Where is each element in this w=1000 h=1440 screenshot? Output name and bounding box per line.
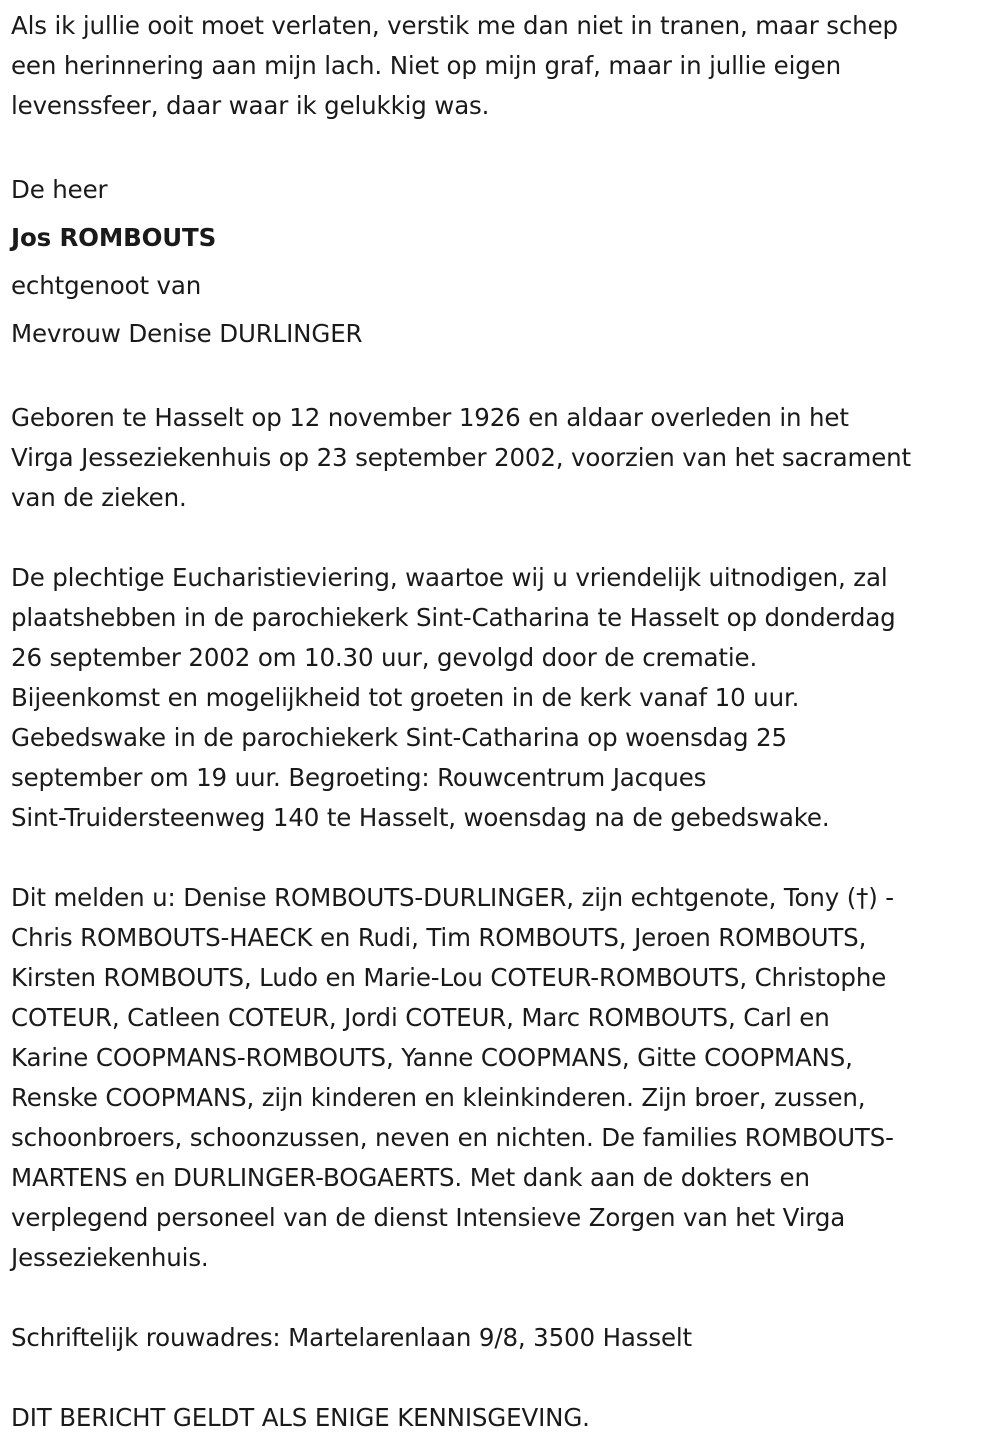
paragraph-line: Karine COOPMANS-ROMBOUTS, Yanne COOPMANS, Gitte COOPMANS, [11, 1043, 853, 1072]
deceased-header [11, 166, 991, 358]
spacer [11, 518, 991, 558]
paragraph-line: september om 19 uur. Begroeting: Rouwcentrum Jacques [11, 763, 707, 792]
official-notice: DIT BERICHT GELDT ALS ENIGE KENNISGEVING. [11, 1403, 590, 1432]
spacer [11, 358, 991, 398]
quote-line: een herinnering aan mijn lach. Niet op mijn graf, maar in jullie eigen [11, 51, 841, 80]
paragraph-line: Kirsten ROMBOUTS, Ludo en Marie-Lou COTEUR-ROMBOUTS, Christophe [11, 963, 887, 992]
paragraph-line: verplegend personeel van de dienst Intensieve Zorgen van het Virga [11, 1203, 846, 1232]
obituary-document [11, 6, 991, 1438]
spacer [11, 1278, 991, 1318]
paragraph-line: MARTENS en DURLINGER-BOGAERTS. Met dank aan de dokters en [11, 1163, 810, 1192]
paragraph-line: van de zieken. [11, 483, 187, 512]
quote-line: Als ik jullie ooit moet verlaten, verstik me dan niet in tranen, maar schep [11, 11, 898, 40]
paragraph-line: Chris ROMBOUTS-HAECK en Rudi, Tim ROMBOUTS, Jeroen ROMBOUTS, [11, 923, 867, 952]
mourning-address: Schriftelijk rouwadres: Martelarenlaan 9/8, 3500 Hasselt [11, 1323, 692, 1352]
paragraph-line: schoonbroers, schoonzussen, neven en nichten. De families ROMBOUTS- [11, 1123, 894, 1152]
paragraph-line: Bijeenkomst en mogelijkheid tot groeten in de kerk vanaf 10 uur. [11, 683, 800, 712]
spacer [11, 126, 991, 166]
paragraph-line: Gebedswake in de parochiekerk Sint-Catharina op woensdag 25 [11, 723, 787, 752]
deceased-name: Jos ROMBOUTS [11, 223, 217, 252]
paragraph-line: Jesseziekenhuis. [11, 1243, 209, 1272]
paragraph-line: 26 september 2002 om 10.30 uur, gevolgd door de crematie. [11, 643, 758, 672]
spacer [11, 838, 991, 878]
paragraph-line: De plechtige Eucharistieviering, waartoe wij u vriendelijk uitnodigen, zal [11, 563, 888, 592]
paragraph-line: COTEUR, Catleen COTEUR, Jordi COTEUR, Marc ROMBOUTS, Carl en [11, 1003, 830, 1032]
relation-text: echtgenoot van [11, 271, 202, 300]
paragraph-line: plaatshebben in de parochiekerk Sint-Catharina te Hasselt op donderdag [11, 603, 896, 632]
ceremony-paragraph [11, 558, 991, 838]
paragraph-line: Virga Jesseziekenhuis op 23 september 2002, voorzien van het sacrament [11, 443, 911, 472]
family-paragraph [11, 878, 991, 1278]
paragraph-line: Geboren te Hasselt op 12 november 1926 en aldaar overleden in het [11, 403, 849, 432]
spacer [11, 1358, 991, 1398]
paragraph-line: Renske COOPMANS, zijn kinderen en kleinkinderen. Zijn broer, zussen, [11, 1083, 866, 1112]
paragraph-line: Sint-Truidersteenweg 140 te Hasselt, woensdag na de gebedswake. [11, 803, 830, 832]
salutation: De heer [11, 175, 108, 204]
birth-death-paragraph [11, 398, 991, 518]
quote-line: levenssfeer, daar waar ik gelukkig was. [11, 91, 490, 120]
paragraph-line: Dit melden u: Denise ROMBOUTS-DURLINGER, zijn echtgenote, Tony (†) - [11, 883, 894, 912]
opening-quote [11, 6, 991, 126]
spouse-name: Mevrouw Denise DURLINGER [11, 319, 363, 348]
